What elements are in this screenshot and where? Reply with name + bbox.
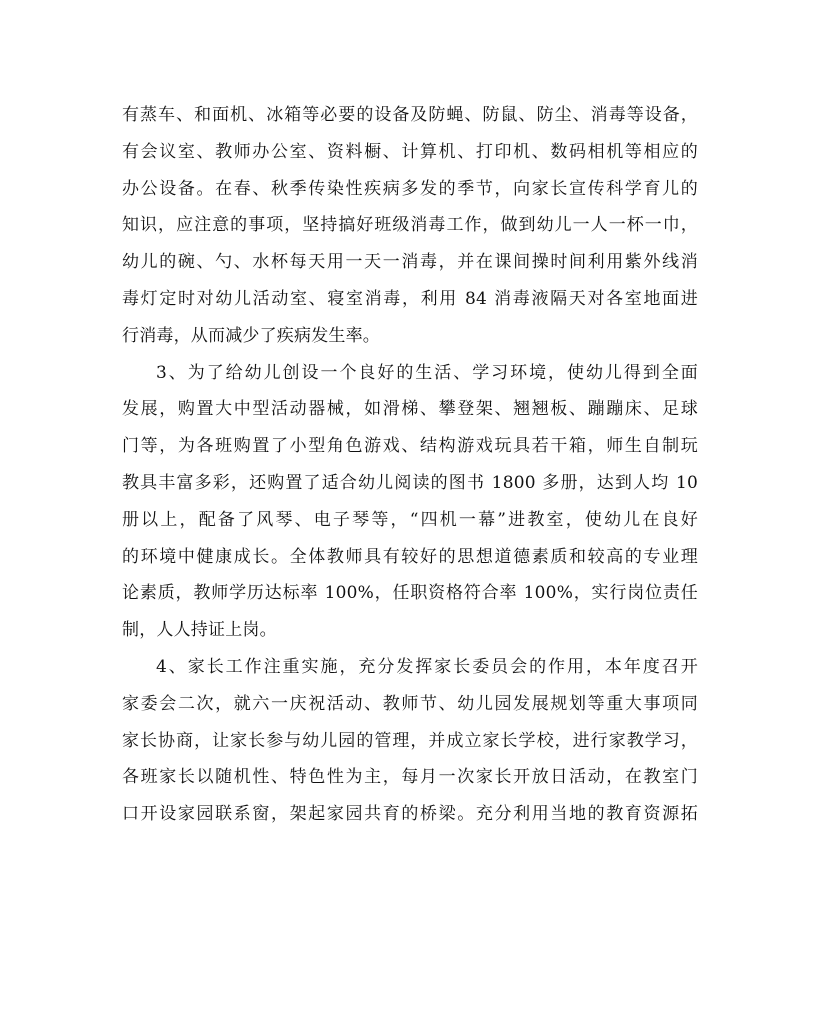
text-line: 家长协商，让家长参与幼儿园的管理，并成立家长学校，进行家教学习，	[122, 730, 698, 751]
text-line: 毒灯定时对幼儿活动室、寝室消毒，利用 84 消毒液隔天对各室地面进	[122, 288, 698, 309]
paragraph-start-line: 4、家长工作注重实施，充分发挥家长委员会的作用，本年度召开	[156, 656, 698, 677]
text-line: 口开设家园联系窗，架起家园共育的桥梁。充分利用当地的教育资源拓	[122, 804, 698, 825]
text-line: 有蒸车、和面机、冰箱等必要的设备及防蝇、防鼠、防尘、消毒等设备，	[122, 105, 698, 125]
text-line: 册以上，配备了风琴、电子琴等，“四机一幕”进教室，使幼儿在良好	[122, 509, 698, 530]
paragraph-start-line: 3、为了给幼儿创设一个良好的生活、学习环境，使幼儿得到全面	[156, 362, 698, 383]
text-line: 的环境中健康成长。全体教师具有较好的思想道德素质和较高的专业理	[122, 546, 698, 567]
text-line: 办公设备。在春、秋季传染性疾病多发的季节，向家长宣传科学育儿的	[122, 178, 698, 199]
text-line: 有会议室、教师办公室、资料橱、计算机、打印机、数码相机等相应的	[122, 141, 698, 162]
text-line: 行消毒，从而减少了疾病发生率。	[122, 325, 380, 346]
text-line: 制，人人持证上岗。	[122, 620, 277, 641]
text-line: 知识，应注意的事项，坚持搞好班级消毒工作，做到幼儿一人一杯一巾，	[122, 215, 698, 236]
text-line: 论素质，教师学历达标率 100%，任职资格符合率 100%，实行岗位责任	[122, 583, 698, 604]
text-line: 家委会二次，就六一庆祝活动、教师节、幼儿园发展规划等重大事项同	[122, 693, 698, 714]
text-line: 各班家长以随机性、特色性为主，每月一次家长开放日活动，在教室门	[122, 767, 698, 788]
text-line: 发展，购置大中型活动器械，如滑梯、攀登架、翘翘板、蹦蹦床、足球	[122, 399, 698, 420]
text-line: 教具丰富多彩，还购置了适合幼儿阅读的图书 1800 多册，达到人均 10	[122, 472, 698, 493]
body-text	[122, 97, 698, 833]
text-line: 门等，为各班购置了小型角色游戏、结构游戏玩具若干箱，师生自制玩	[122, 436, 698, 457]
text-line: 幼儿的碗、勺、水杯每天用一天一消毒，并在课间操时间利用紫外线消	[122, 252, 698, 273]
